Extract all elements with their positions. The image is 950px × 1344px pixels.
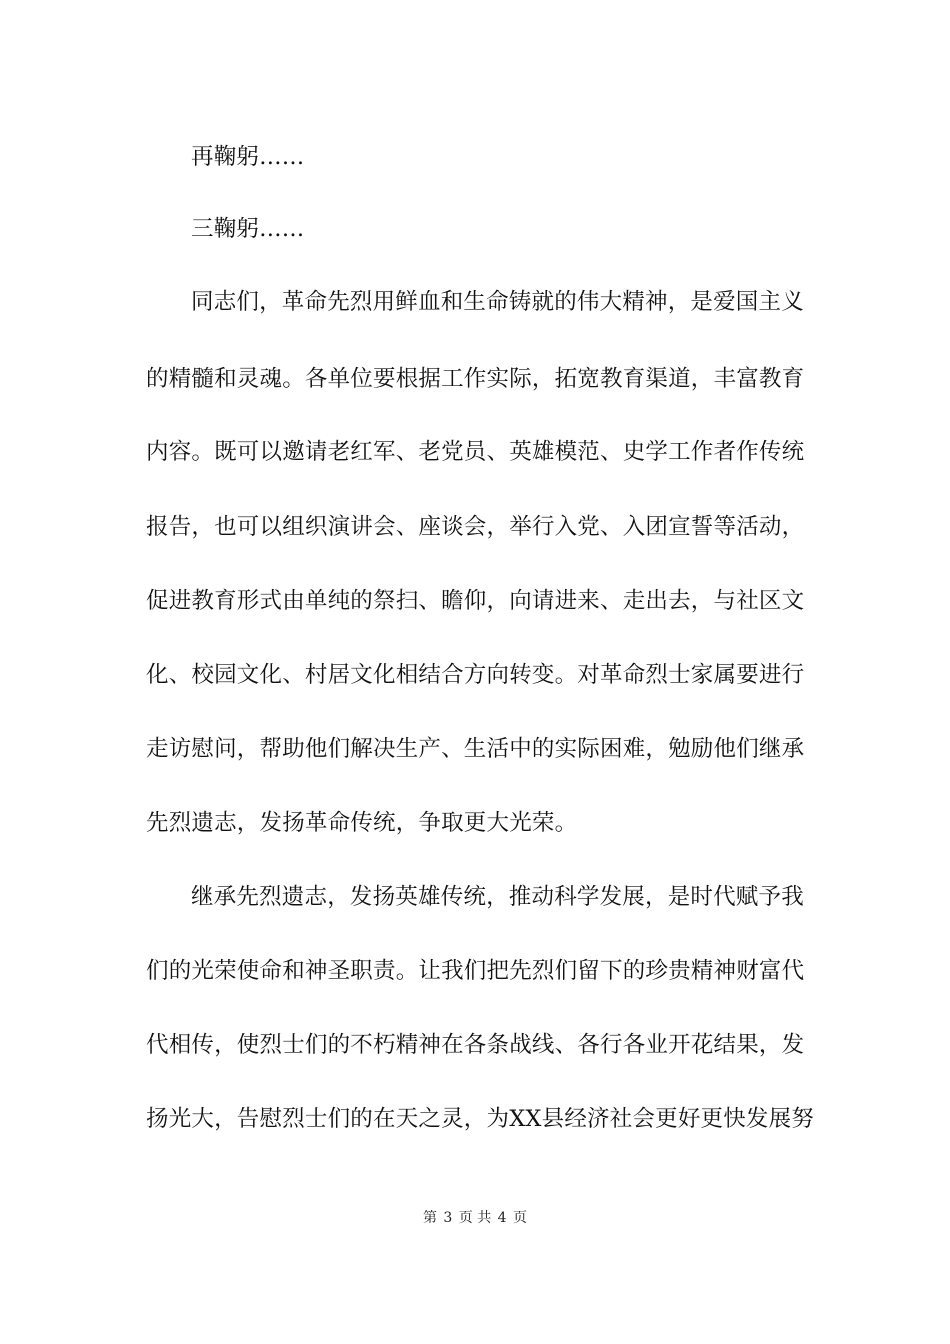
paragraph-line: 促进教育形式由单纯的祭扫、瞻仰，向请进来、走出去，与社区文 <box>146 588 805 614</box>
current-page-number: 3 <box>443 1210 453 1226</box>
paragraph-line: 先烈遗志，发扬革命传统，争取更大光荣。 <box>146 810 578 836</box>
paragraph-line: 三鞠躬…… <box>191 216 305 242</box>
paragraph-line: 再鞠躬…… <box>191 144 305 170</box>
paragraph-line: 继承先烈遗志，发扬英雄传统，推动科学发展，是时代赋予我 <box>191 884 804 910</box>
footer-suffix: 页 <box>513 1210 528 1226</box>
footer-prefix: 第 <box>422 1210 437 1226</box>
paragraph-line: 报告，也可以组织演讲会、座谈会，举行入党、入团宣誓等活动， <box>146 514 805 540</box>
paragraph-line: 同志们，革命先烈用鲜血和生命铸就的伟大精神，是爱国主义 <box>191 289 804 315</box>
paragraph-line: 化、校园文化、村居文化相结合方向转变。对革命烈士家属要进行 <box>146 662 805 688</box>
paragraph-line: 代相传，使烈士们的不朽精神在各条战线、各行各业开花结果，发 <box>146 1032 805 1058</box>
paragraph-line: 内容。既可以邀请老红军、老党员、英雄模范、史学工作者作传统 <box>146 439 805 465</box>
footer-middle: 页 共 <box>458 1210 492 1226</box>
paragraph-line: 走访慰问，帮助他们解决生产、生活中的实际困难，勉励他们继承 <box>146 736 805 762</box>
total-pages-number: 4 <box>497 1210 507 1226</box>
paragraph-line: 们的光荣使命和神圣职责。让我们把先烈们留下的珍贵精神财富代 <box>146 958 805 984</box>
page-footer <box>0 1208 950 1228</box>
paragraph-line: 的精髓和灵魂。各单位要根据工作实际，拓宽教育渠道，丰富教育 <box>146 366 805 392</box>
paragraph-line: 扬光大，告慰烈士们的在天之灵，为XX县经济社会更好更快发展努 <box>146 1106 815 1132</box>
